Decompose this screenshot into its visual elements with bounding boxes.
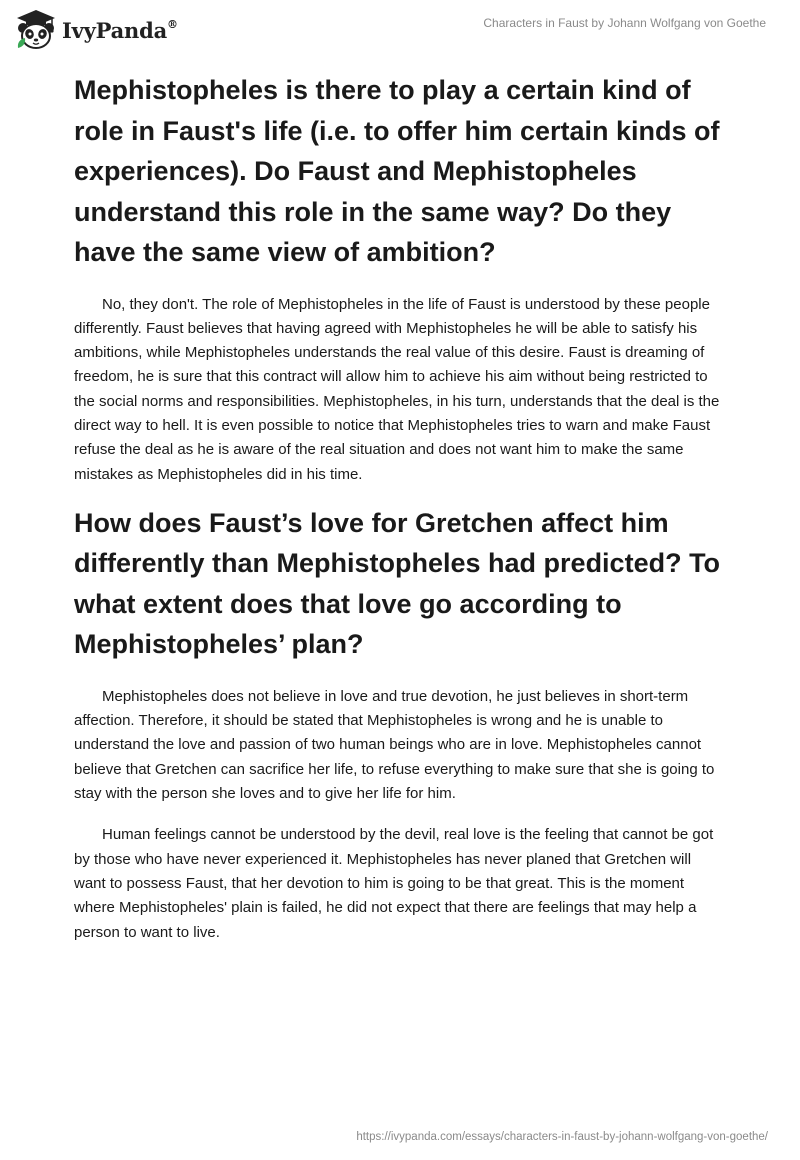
panda-graduate-icon bbox=[14, 8, 58, 52]
page-header bbox=[0, 0, 800, 60]
source-url[interactable]: https://ivypanda.com/essays/characters-in-faust-by-johann-wolfgang-von-goethe/ bbox=[356, 1131, 768, 1143]
paragraph: No, they don't. The role of Mephistopheles in the life of Faust is understood by these people differently. Faust believes that having agreed with Mephistopheles he will be able to satisfy his ambitions, while Mephistopheles understands the real value of this desire. Faust is dreaming of freedom, he is sure that this contract will allow him to achieve his aim without being restricted to the social norms and responsibilities. Mephistopheles, in his turn, understands that the deal is the direct way to hell. It is even possible to notice that Mephistopheles tries to warn and make Faust refuse the deal as he is aware of the real situation and does not want him to make the same mistakes as Mephistopheles did in his time. bbox=[74, 295, 720, 483]
ivypanda-logo[interactable] bbox=[14, 8, 178, 52]
paragraph: Mephistopheles does not believe in love and true devotion, he just believes in short-term affection. Therefore, it should be stated that Mephistopheles is wrong and he is unable to understand the love and passion of two human beings who are in love. Mephistopheles cannot believe that Gretchen can sacrifice her life, to refuse everything to make sure that she is going to stay with the person she loves and to give her life for him. bbox=[74, 687, 715, 803]
section-heading: Mephistopheles is there to play a certain kind of role in Faust's life (i.e. to offer him certain kinds of experiences). Do Faust and Mephistopheles understand this role in the same way? Do they have the same view of ambition? bbox=[74, 75, 720, 267]
logo-text: IvyPanda® bbox=[62, 17, 178, 43]
paragraph: Human feelings cannot be understood by the devil, real love is the feeling that cannot be got by those who have never experienced it. Mephistopheles has never planed that Gretchen will want to possess Faust, that her devotion to him is going to be that great. This is the moment where Mephistopheles' plain is failed, he did not expect that there are feelings that may help a person to want to live. bbox=[74, 826, 714, 941]
article-body bbox=[74, 70, 724, 945]
document-title: Characters in Faust by Johann Wolfgang von Goethe bbox=[483, 16, 766, 30]
section-heading: How does Faust’s love for Gretchen affect him differently than Mephistopheles had predicted? To what extent does that love go according to Mephistopheles’ plan? bbox=[74, 507, 721, 660]
